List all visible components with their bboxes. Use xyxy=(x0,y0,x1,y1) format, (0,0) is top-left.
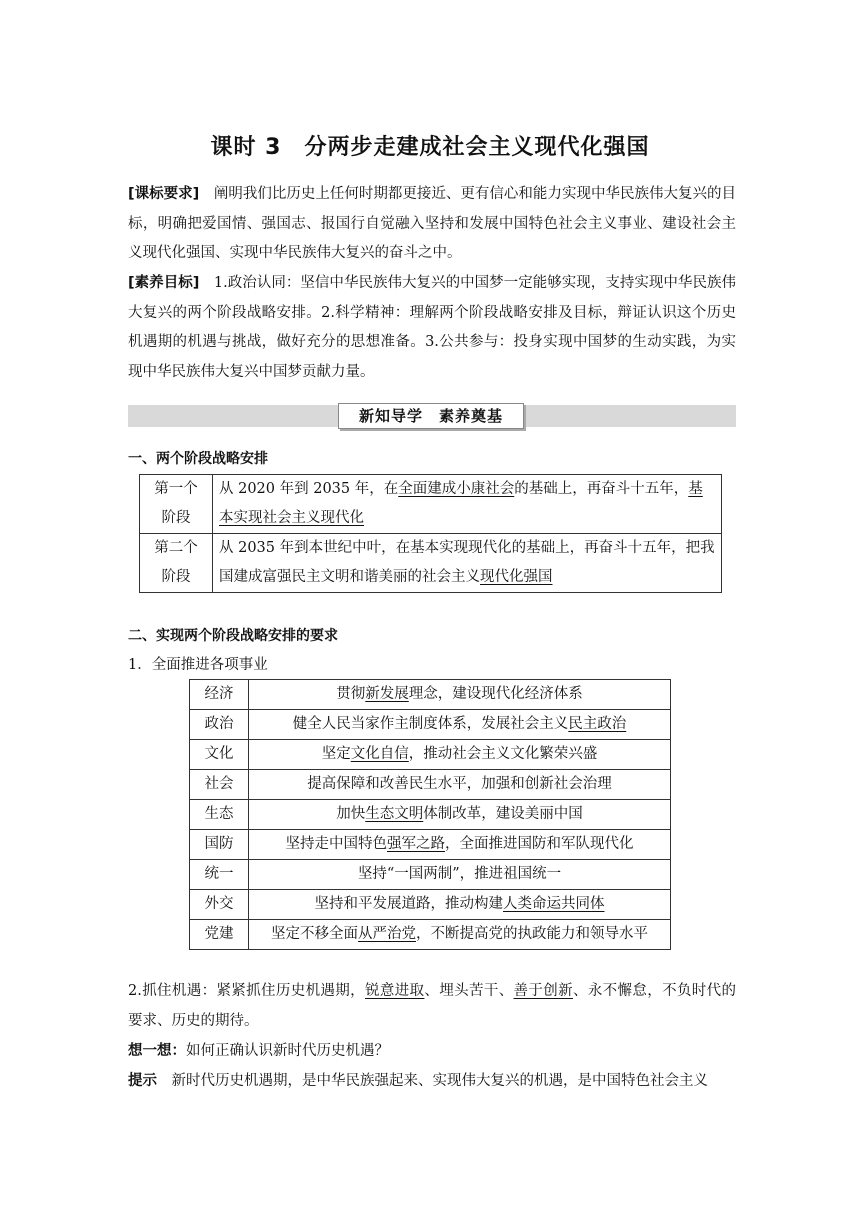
literacy-label: [素养目标] xyxy=(128,275,200,291)
page-title: 课时 3 分两步走建成社会主义现代化强国 xyxy=(210,135,650,160)
think-question xyxy=(128,1037,736,1067)
literacy-goals xyxy=(128,269,736,387)
table-row xyxy=(140,534,722,593)
think-label: 想一想： xyxy=(128,1043,186,1059)
table-row: 国防 坚持走中国特色强军之路，全面推进国防和军队现代化 xyxy=(190,830,671,860)
section2-sub2: 2.抓住机遇：紧紧抓住历史机遇期，锐意进取、埋头苦干、善于创新、永不懈怠，不负时代的要求、历史的期待。 xyxy=(128,983,737,1029)
literacy-text: 1.政治认同：坚信中华民族伟大复兴的中国梦一定能够实现，支持实现中华民族伟大复兴的两个阶段战略安排。2.科学精神：理解两个阶段战略安排及目标，辩证认识这个历史机遇期的机遇与挑战，做好充分的思想准备。3.公共参与：投身实现中国梦的生动实践，为实现中华民族伟大复兴中国梦贡献力量。 xyxy=(128,275,736,380)
curriculum-requirement xyxy=(128,180,736,269)
table-row: 文化 坚定文化自信，推动社会主义文化繁荣兴盛 xyxy=(190,740,671,770)
table-row: 社会 提高保障和改善民生水平，加强和创新社会治理 xyxy=(190,770,671,800)
table-row: 经济 贯彻新发展理念，建设现代化经济体系 xyxy=(190,680,671,710)
undertakings-table xyxy=(189,679,671,950)
curriculum-label: [课标要求] xyxy=(128,186,200,202)
table-row: 政治 健全人民当家作主制度体系，发展社会主义民主政治 xyxy=(190,710,671,740)
hint-paragraph xyxy=(128,1067,736,1097)
table-row: 生态 加快生态文明体制改革，建设美丽中国 xyxy=(190,800,671,830)
table-row: 统一 坚持“一国两制”，推进祖国统一 xyxy=(190,860,671,890)
curriculum-text: 阐明我们比历史上任何时期都更接近、更有信心和能力实现中华民族伟大复兴的目标，明确把爱国情、强国志、报国行自觉融入坚持和发展中国特色社会主义事业、建设社会主义现代化强国、实现中华民族伟大复兴的奋斗之中。 xyxy=(128,186,737,261)
banner-title: 新知导学 素养奠基 xyxy=(338,403,524,429)
stage-content: 从 2035 年到本世纪中叶，在基本实现现代化的基础上，再奋斗十五年，把我国建成富强民主文明和谐美丽的社会主义现代化强国 xyxy=(213,534,722,593)
hint-label: 提示 xyxy=(128,1073,157,1089)
think-text: 如何正确认识新时代历史机遇？ xyxy=(186,1043,389,1059)
section1-heading: 一、两个阶段战略安排 xyxy=(128,451,268,467)
table-row: 党建 坚定不移全面从严治党，不断提高党的执政能力和领导水平 xyxy=(190,920,671,950)
stage-label: 第一个 阶段 xyxy=(140,475,213,534)
stage-label: 第二个 阶段 xyxy=(140,534,213,593)
table-row xyxy=(140,475,722,534)
table-row: 外交 坚持和平发展道路，推动构建人类命运共同体 xyxy=(190,890,671,920)
hint-text: 新时代历史机遇期，是中华民族强起来、实现伟大复兴的机遇，是中国特色社会主义 xyxy=(171,1073,708,1089)
section-banner xyxy=(128,405,736,427)
section2-heading: 二、实现两个阶段战略安排的要求 xyxy=(128,628,338,644)
stage-content: 从 2020 年到 2035 年，在全面建成小康社会的基础上，再奋斗十五年，基本实现社会主义现代化 xyxy=(213,475,722,534)
section2-sub1: 1．全面推进各项事业 xyxy=(128,657,268,673)
strategy-stages-table xyxy=(139,474,722,593)
